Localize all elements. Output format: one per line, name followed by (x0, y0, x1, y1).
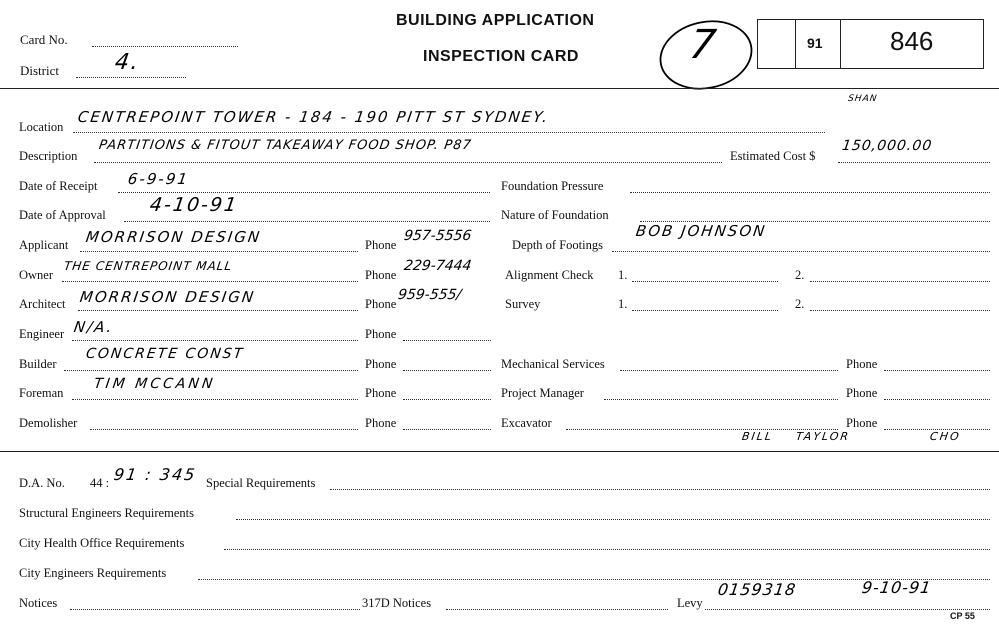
reference-box (757, 19, 984, 69)
foundation-pressure-label: Foundation Pressure (501, 179, 604, 193)
ref-divider-2 (840, 19, 841, 68)
foreman-line (72, 399, 358, 400)
foreman-phone-line (403, 399, 491, 400)
survey-1-label: 1. (618, 297, 628, 311)
applicant-phone-label: Phone (365, 238, 397, 252)
location-line (73, 132, 825, 133)
date-of-approval-value: 4-10-91 (148, 194, 240, 216)
owner-line (62, 281, 358, 282)
demolisher-line (90, 429, 358, 430)
notices-317d-label: 317D Notices (362, 596, 432, 610)
note-cho: CHO (929, 430, 962, 443)
depth-of-footings-value: BOB JOHNSON (634, 222, 768, 240)
alignment-2-label: 2. (795, 268, 805, 282)
foundation-pressure-line (630, 192, 990, 193)
builder-phone-label: Phone (365, 357, 397, 371)
architect-label: Architect (19, 297, 66, 311)
note-top-right: SHAN (847, 94, 879, 104)
excavator-phone-label: Phone (846, 416, 878, 430)
engineer-line (72, 340, 358, 341)
foreman-phone-label: Phone (365, 386, 397, 400)
card-no-label: Card No. (20, 32, 68, 47)
ref-number: 846 (890, 26, 934, 56)
special-requirements-label: Special Requirements (206, 476, 316, 490)
architect-line (78, 310, 358, 311)
header-divider (0, 88, 999, 89)
project-manager-phone-label: Phone (846, 386, 878, 400)
mechanical-phone-label: Phone (846, 357, 878, 371)
estimated-cost-label: Estimated Cost $ (730, 149, 816, 163)
description-value: PARTITIONS & FITOUT TAKEAWAY FOOD SHOP. P87 (97, 138, 473, 153)
structural-engineers-label: Structural Engineers Requirements (19, 506, 194, 520)
date-of-receipt-line (118, 192, 490, 193)
engineer-phone-line (403, 340, 491, 341)
builder-line (64, 370, 358, 371)
project-manager-line (604, 399, 838, 400)
ref-year: 91 (807, 35, 823, 51)
note-bill: BILL (741, 430, 774, 443)
owner-label: Owner (19, 268, 54, 282)
levy-date: 9-10-91 (860, 578, 933, 597)
foreman-label: Foreman (19, 386, 64, 400)
city-health-line (224, 549, 990, 550)
date-of-receipt-value: 6-9-91 (126, 170, 191, 188)
survey-2-line (810, 310, 990, 311)
architect-phone-value: 959-555/ (396, 287, 463, 303)
architect-phone-label: Phone (365, 297, 397, 311)
depth-of-footings-line (612, 251, 990, 252)
applicant-value: MORRISON DESIGN (84, 228, 263, 246)
engineer-label: Engineer (19, 327, 65, 341)
builder-phone-line (403, 370, 491, 371)
builder-label: Builder (19, 357, 57, 371)
owner-phone-value: 229-7444 (402, 258, 473, 274)
excavator-label: Excavator (501, 416, 552, 430)
da-no-label: D.A. No. (19, 476, 65, 490)
date-of-approval-label: Date of Approval (19, 208, 106, 222)
description-label: Description (19, 149, 78, 163)
structural-engineers-line (236, 519, 990, 520)
district-value: 4. (113, 50, 142, 75)
estimated-cost-value: 150,000.00 (840, 138, 934, 154)
survey-label: Survey (505, 297, 541, 311)
builder-value: CONCRETE CONST (84, 346, 246, 362)
notices-line (70, 609, 360, 610)
description-line (94, 162, 722, 163)
applicant-label: Applicant (19, 238, 69, 252)
estimated-cost-line (838, 162, 990, 163)
title-line1: BUILDING APPLICATION (396, 12, 595, 29)
project-manager-phone-line (884, 399, 990, 400)
notices-317d-line (446, 609, 668, 610)
levy-line (705, 609, 990, 610)
survey-1-line (632, 310, 778, 311)
district-label: District (20, 63, 59, 78)
owner-value: THE CENTREPOINT MALL (63, 259, 234, 273)
foreman-value: TIM MCCANN (92, 376, 217, 392)
survey-2-label: 2. (795, 297, 805, 311)
applicant-phone-value: 957-5556 (402, 228, 473, 244)
section-divider (0, 451, 999, 452)
engineer-value: N/A. (72, 318, 115, 336)
engineer-phone-label: Phone (365, 327, 397, 341)
alignment-check-label: Alignment Check (505, 268, 594, 282)
demolisher-phone-label: Phone (365, 416, 397, 430)
da-prefix: 44 : (90, 476, 110, 490)
alignment-1-label: 1. (618, 268, 628, 282)
date-of-approval-line (124, 221, 490, 222)
ref-divider-1 (795, 19, 796, 68)
nature-of-foundation-label: Nature of Foundation (501, 208, 609, 222)
district-line (76, 77, 186, 78)
circled-number: 7 (686, 22, 719, 68)
mechanical-services-label: Mechanical Services (501, 357, 605, 371)
owner-phone-label: Phone (365, 268, 397, 282)
city-engineers-label: City Engineers Requirements (19, 566, 167, 580)
applicant-line (80, 251, 358, 252)
mechanical-services-line (620, 370, 838, 371)
demolisher-phone-line (403, 429, 491, 430)
form-code: CP 55 (950, 611, 975, 621)
demolisher-label: Demolisher (19, 416, 78, 430)
date-of-receipt-label: Date of Receipt (19, 179, 98, 193)
special-requirements-line (330, 489, 990, 490)
da-value: 91 : 345 (112, 465, 198, 484)
card-no-line (92, 46, 238, 47)
architect-value: MORRISON DESIGN (78, 288, 257, 306)
location-label: Location (19, 120, 64, 134)
project-manager-label: Project Manager (501, 386, 584, 400)
title-line2: INSPECTION CARD (423, 48, 579, 65)
levy-label: Levy (677, 596, 703, 610)
levy-value: 0159318 (716, 580, 798, 599)
location-value: CENTREPOINT TOWER - 184 - 190 PITT ST SYDNEY. (76, 108, 551, 126)
city-health-label: City Health Office Requirements (19, 536, 185, 550)
alignment-2-line (810, 281, 990, 282)
depth-of-footings-label: Depth of Footings (512, 238, 603, 252)
alignment-1-line (632, 281, 778, 282)
notices-label: Notices (19, 596, 58, 610)
note-taylor: TAYLOR (795, 430, 851, 443)
mechanical-phone-line (884, 370, 990, 371)
